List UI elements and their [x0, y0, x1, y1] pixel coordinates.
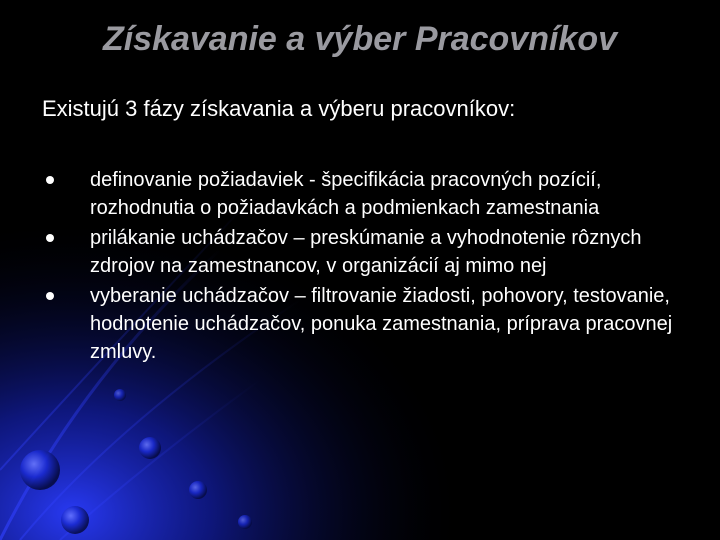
- list-item: [46, 282, 696, 366]
- intro-text: Existujú 3 fázy získavania a výberu pracovníkov:: [42, 96, 516, 121]
- bullet-list: [46, 166, 696, 368]
- bullet-text: definovanie požiadaviek - špecifikácia pracovných pozícií, rozhodnutia o požiadavkách a podmienkach zamestnania: [90, 169, 602, 219]
- slide-title: Získavanie a výber Pracovníkov: [102, 20, 618, 58]
- bullet-text: vyberanie uchádzačov – filtrovanie žiadosti, pohovory, testovanie, hodnotenie uchádzačov, ponuka zamestnania, príprava pracovnej zmluvy.: [90, 285, 673, 363]
- bullet-text: prilákanie uchádzačov – preskúmanie a vyhodnotenie rôznych zdrojov na zamestnancov, v organizácií aj mimo nej: [90, 227, 642, 277]
- list-item: [46, 166, 696, 222]
- bullet-dot-icon: [46, 176, 54, 184]
- list-item: [46, 224, 696, 280]
- bullet-dot-icon: [46, 292, 54, 300]
- bullet-dot-icon: [46, 234, 54, 242]
